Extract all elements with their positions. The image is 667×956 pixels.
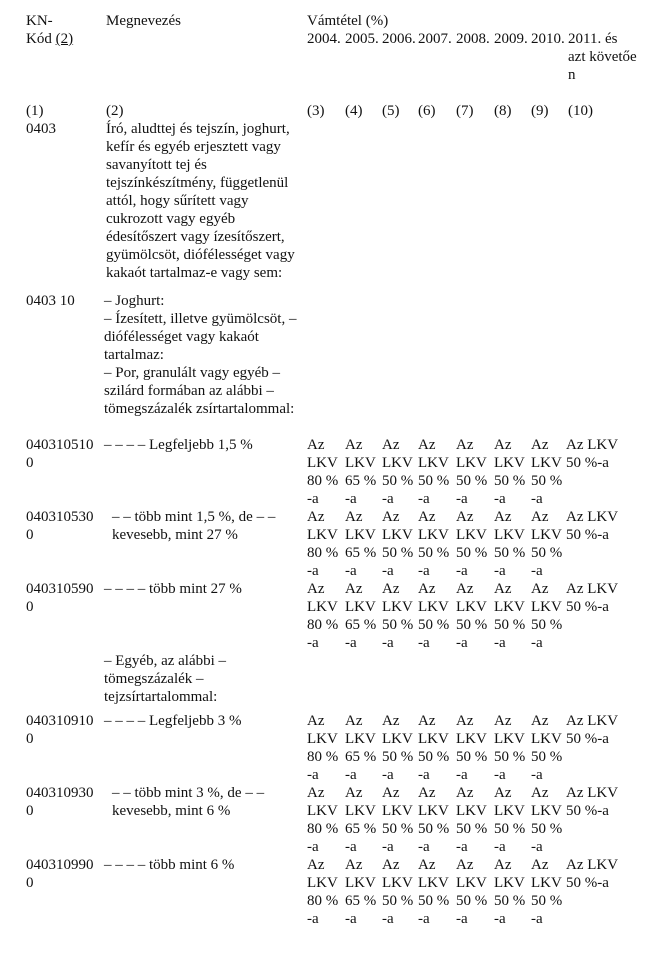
rate-cell-0403105300: Az LKV 50 % -a <box>418 509 450 579</box>
rate-cell-0403109300: Az LKV 50 % -a <box>418 785 450 855</box>
rate-cell-0403105300: Az LKV 50 % -a <box>531 509 563 579</box>
row-0403-code: 0403 <box>26 121 56 137</box>
row-0403105300-desc: – – több mint 1,5 %, de – – kevesebb, mint 27 % <box>112 509 276 543</box>
rate-cell-0403105100: Az LKV 50 % -a <box>382 437 414 507</box>
row-0403105100-desc: – – – – Legfeljebb 1,5 % <box>104 437 253 453</box>
row-0403109300-code: 040310930 0 <box>26 785 94 819</box>
kod-label-line <box>26 30 73 48</box>
rate-cell-0403109300: Az LKV 65 % -a <box>345 785 377 855</box>
kn-label: KN- <box>26 13 53 29</box>
column-number: (4) <box>345 103 363 119</box>
rate-cell-0403105900: Az LKV 65 % -a <box>345 581 377 651</box>
rate-cell-0403105300: Az LKV 65 % -a <box>345 509 377 579</box>
rate-cell-0403109100: Az LKV 50 % -a <box>418 713 450 783</box>
year-header: 2005. <box>345 31 379 47</box>
rate-cell-0403109900: Az LKV 50 %-a <box>566 857 618 891</box>
rate-header: Vámtétel (%) <box>307 13 389 29</box>
row-040310-code: 0403 10 <box>26 293 75 309</box>
rate-cell-0403109100: Az LKV 50 % -a <box>456 713 488 783</box>
column-number: (3) <box>307 103 325 119</box>
row-0403105300-code: 040310530 0 <box>26 509 94 543</box>
rate-cell-0403105100: Az LKV 65 % -a <box>345 437 377 507</box>
rate-cell-0403109900: Az LKV 50 % -a <box>418 857 450 927</box>
column-number: (1) <box>26 103 44 119</box>
year-header: 2007. <box>418 31 452 47</box>
row-0403109900-desc: – – – – több mint 6 % <box>104 857 235 873</box>
rate-cell-0403109900: Az LKV 50 % -a <box>382 857 414 927</box>
kn-code-header <box>26 12 73 48</box>
rate-cell-0403109100: Az LKV 50 % -a <box>382 713 414 783</box>
rate-cell-0403109300: Az LKV 50 % -a <box>382 785 414 855</box>
year-header: 2009. <box>494 31 528 47</box>
row-0403109300-desc: – – több mint 3 %, de – – kevesebb, mint 6 % <box>112 785 265 819</box>
rate-cell-0403109900: Az LKV 50 % -a <box>456 857 488 927</box>
row-040310-desc: – Joghurt: <box>104 293 165 309</box>
rate-cell-0403109100: Az LKV 65 % -a <box>345 713 377 783</box>
rate-cell-0403109100: Az LKV 50 % -a <box>531 713 563 783</box>
rate-cell-0403105100: Az LKV 50 % -a <box>456 437 488 507</box>
column-number: (8) <box>494 103 512 119</box>
kod-label: Kód <box>26 31 52 47</box>
rate-cell-0403109100: Az LKV 80 % -a <box>307 713 339 783</box>
column-number: (9) <box>531 103 549 119</box>
rate-cell-0403109900: Az LKV 50 % -a <box>494 857 526 927</box>
rate-cell-0403109300: Az LKV 50 %-a <box>566 785 618 819</box>
rate-cell-0403105300: Az LKV 50 % -a <box>456 509 488 579</box>
row-0403105100-code: 040310510 0 <box>26 437 94 471</box>
rate-cell-0403105300: Az LKV 50 %-a <box>566 509 618 543</box>
rate-cell-0403105900: Az LKV 50 % -a <box>382 581 414 651</box>
rate-cell-0403109300: Az LKV 80 % -a <box>307 785 339 855</box>
heading-other: – Egyéb, az alábbi – tömegszázalék – tejzsírtartalommal: <box>104 653 227 705</box>
row-0403105900-desc: – – – – több mint 27 % <box>104 581 242 597</box>
year-header: 2008. <box>456 31 490 47</box>
year-2011-header: 2011. és azt követőe n <box>568 31 637 83</box>
column-number: (5) <box>382 103 400 119</box>
year-header: 2006. <box>382 31 416 47</box>
column-number: (7) <box>456 103 474 119</box>
kod-ref: (2) <box>55 31 74 47</box>
heading-flavoured: – Ízesített, illetve gyümölcsöt, – diófélességet vagy kakaót tartalmaz: <box>104 311 297 363</box>
rate-cell-0403105100: Az LKV 50 % -a <box>494 437 526 507</box>
row-0403109900-code: 040310990 0 <box>26 857 94 891</box>
column-number: (2) <box>106 103 124 119</box>
rate-cell-0403105300: Az LKV 80 % -a <box>307 509 339 579</box>
name-header: Megnevezés <box>106 13 181 29</box>
rate-cell-0403109900: Az LKV 50 % -a <box>531 857 563 927</box>
rate-cell-0403105900: Az LKV 50 % -a <box>418 581 450 651</box>
rate-cell-0403109300: Az LKV 50 % -a <box>531 785 563 855</box>
row-0403105900-code: 040310590 0 <box>26 581 94 615</box>
year-header: 2010. <box>531 31 565 47</box>
rate-cell-0403105100: Az LKV 50 %-a <box>566 437 618 471</box>
rate-cell-0403109300: Az LKV 50 % -a <box>494 785 526 855</box>
heading-powder: – Por, granulált vagy egyéb – szilárd formában az alábbi – tömegszázalék zsírtartalommal: <box>104 365 295 417</box>
rate-cell-0403105300: Az LKV 50 % -a <box>494 509 526 579</box>
rate-cell-0403105900: Az LKV 80 % -a <box>307 581 339 651</box>
rate-cell-0403109900: Az LKV 80 % -a <box>307 857 339 927</box>
rate-cell-0403105100: Az LKV 80 % -a <box>307 437 339 507</box>
rate-cell-0403105900: Az LKV 50 % -a <box>494 581 526 651</box>
row-0403109100-desc: – – – – Legfeljebb 3 % <box>104 713 242 729</box>
column-number: (10) <box>568 103 593 119</box>
rate-cell-0403105300: Az LKV 50 % -a <box>382 509 414 579</box>
rate-cell-0403109900: Az LKV 65 % -a <box>345 857 377 927</box>
rate-cell-0403105900: Az LKV 50 % -a <box>456 581 488 651</box>
column-number: (6) <box>418 103 436 119</box>
rate-cell-0403105900: Az LKV 50 %-a <box>566 581 618 615</box>
rate-cell-0403109300: Az LKV 50 % -a <box>456 785 488 855</box>
rate-cell-0403105900: Az LKV 50 % -a <box>531 581 563 651</box>
row-0403-desc: Író, aludttej és tejszín, joghurt, kefír és egyéb erjesztett vagy savanyított tej és tejszínkészítmény, függetlenül attól, hogy sűrített vagy cukrozott vagy egyéb édesítőszert vagy ízesítőszert, gyümölcsöt, diófélességet vagy kakaót tartalmaz-e vagy sem: <box>106 121 295 281</box>
year-header: 2004. <box>307 31 341 47</box>
row-0403109100-code: 040310910 0 <box>26 713 94 747</box>
rate-cell-0403105100: Az LKV 50 % -a <box>418 437 450 507</box>
rate-cell-0403105100: Az LKV 50 % -a <box>531 437 563 507</box>
rate-cell-0403109100: Az LKV 50 % -a <box>494 713 526 783</box>
rate-cell-0403109100: Az LKV 50 %-a <box>566 713 618 747</box>
